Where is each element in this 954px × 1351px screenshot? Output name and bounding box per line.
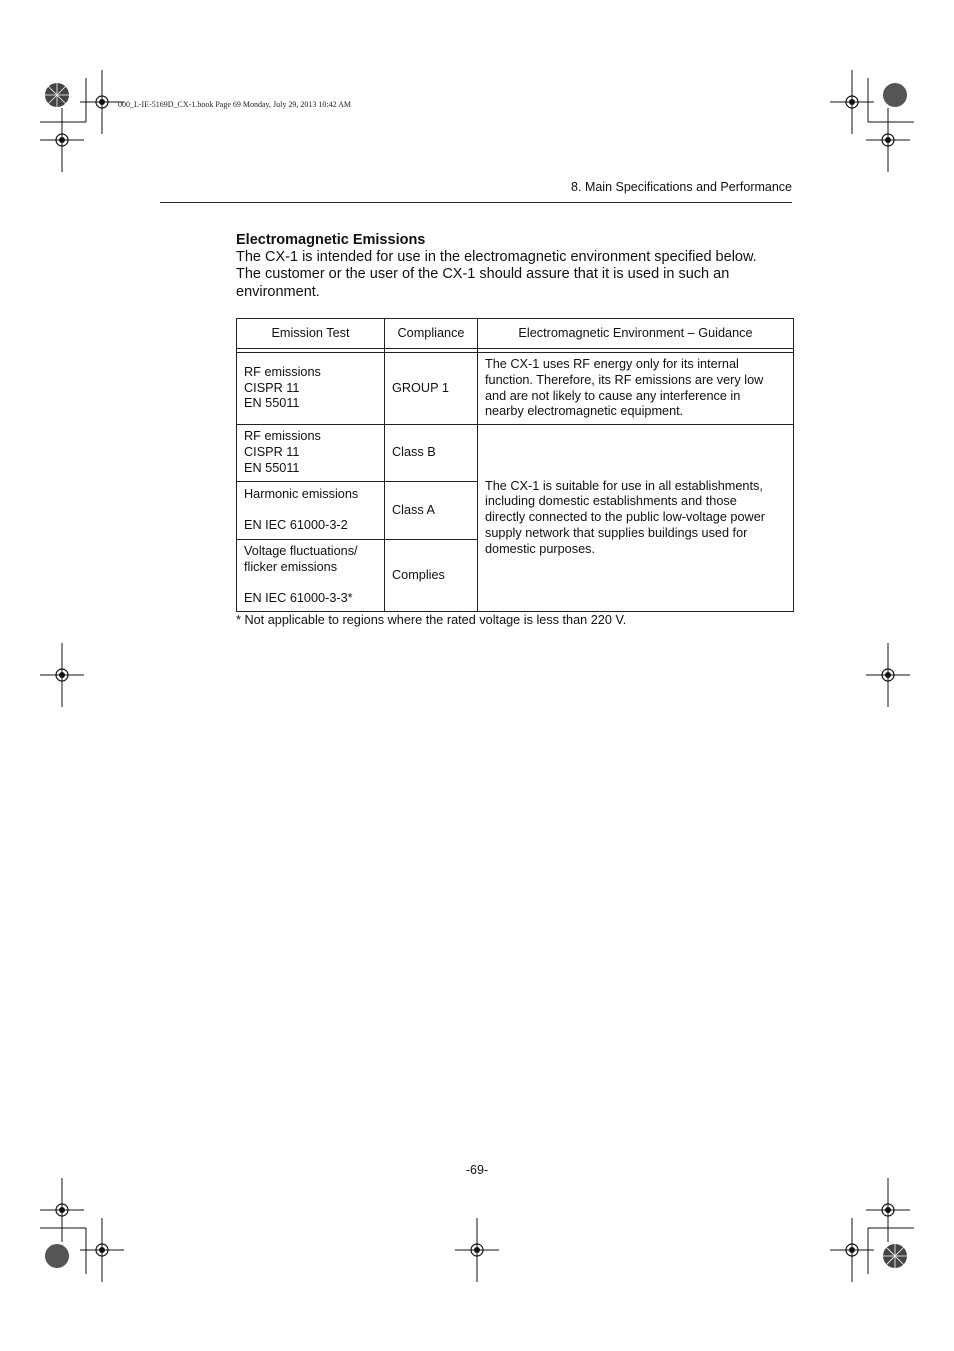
star-target-icon xyxy=(45,83,69,107)
compliance-cell: Complies xyxy=(385,540,478,612)
registration-mark-icon xyxy=(455,1218,499,1282)
emission-test-cell: Voltage fluctuations/ flicker emissions EN IEC 61000-3-3* xyxy=(237,540,385,612)
compliance-cell: Class A xyxy=(385,482,478,540)
column-header-compliance: Compliance xyxy=(385,319,478,349)
registration-mark-icon xyxy=(866,108,910,172)
shared-guidance-cell: The CX-1 is suitable for use in all establishments, including domestic establishments and those directly connected to the public low-voltage power supply network that supplies buildings used for domestic purposes. xyxy=(478,425,794,612)
registration-mark-icon xyxy=(80,1218,124,1282)
gray-target-icon xyxy=(45,1244,69,1268)
column-header-guidance: Electromagnetic Environment – Guidance xyxy=(478,319,794,349)
registration-mark-icon xyxy=(866,1178,910,1242)
registration-mark-icon xyxy=(830,70,874,134)
guidance-cell: The CX-1 uses RF energy only for its internal function. Therefore, its RF emissions are very low and are not likely to cause any interference in nearby electromagnetic equipment. xyxy=(478,353,794,425)
column-header-emission-test: Emission Test xyxy=(237,319,385,349)
table-row xyxy=(237,425,794,482)
emissions-table xyxy=(236,318,794,612)
intro-line: The CX-1 is intended for use in the electromagnetic environment specified below. xyxy=(236,249,757,265)
section-heading: Electromagnetic Emissions xyxy=(236,232,426,248)
emission-test-cell: RF emissions CISPR 11 EN 55011 xyxy=(237,425,385,482)
table-footnote: * Not applicable to regions where the rated voltage is less than 220 V. xyxy=(236,613,627,627)
registration-mark-icon xyxy=(40,643,84,707)
registration-mark-icon xyxy=(40,1178,84,1242)
intro-paragraph xyxy=(236,249,796,301)
star-target-icon xyxy=(883,1244,907,1268)
emission-test-cell: RF emissions CISPR 11 EN 55011 xyxy=(237,353,385,425)
intro-line: environment. xyxy=(236,283,320,300)
page-number: -69- xyxy=(465,1163,489,1177)
table-row xyxy=(237,353,794,425)
file-header: 000_L-IE-5169D_CX-1.book Page 69 Monday, July 29, 2013 10:42 AM xyxy=(118,100,352,109)
emission-test-cell: Harmonic emissions EN IEC 61000-3-2 xyxy=(237,482,385,540)
header-rule xyxy=(160,202,792,203)
compliance-cell: GROUP 1 xyxy=(385,353,478,425)
registration-mark-icon xyxy=(40,108,84,172)
gray-target-icon xyxy=(883,83,907,107)
intro-line: The customer or the user of the CX-1 should assure that it is used in such an xyxy=(236,266,730,283)
registration-mark-icon xyxy=(830,1218,874,1282)
table-header-row xyxy=(237,319,794,349)
registration-mark-icon xyxy=(866,643,910,707)
running-head: 8. Main Specifications and Performance xyxy=(571,180,792,194)
compliance-cell: Class B xyxy=(385,425,478,482)
